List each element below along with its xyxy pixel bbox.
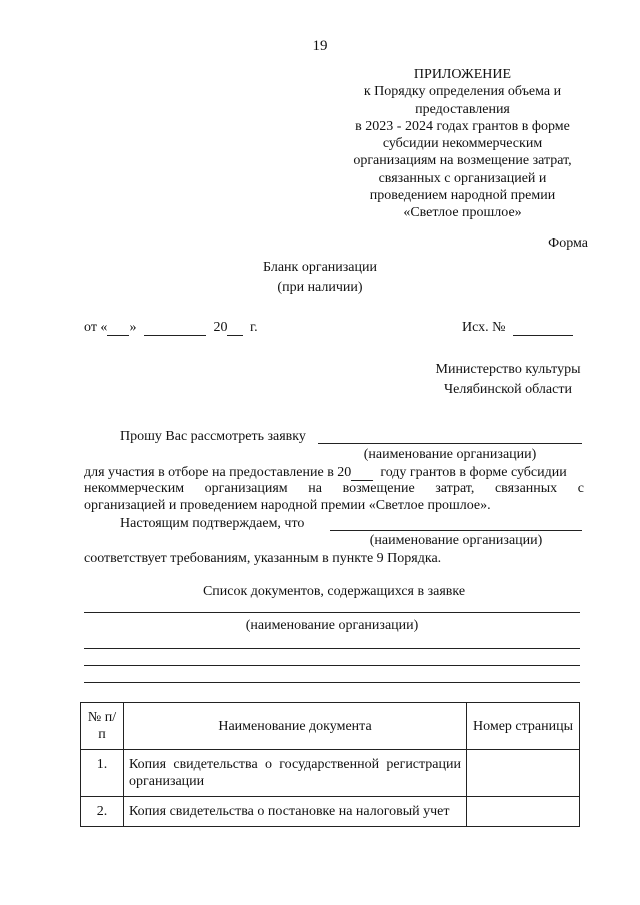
outgoing-number bbox=[462, 318, 573, 336]
recipient bbox=[420, 360, 596, 400]
recipient-line: Министерство культуры bbox=[435, 362, 581, 377]
appendix-line: к Порядку определения объема и bbox=[363, 84, 562, 100]
letterhead-note: (при наличии) bbox=[277, 280, 363, 295]
date-quote-close: » bbox=[129, 320, 137, 335]
org-name-blank bbox=[330, 530, 582, 531]
appendix-line: ПРИЛОЖЕНИЕ bbox=[413, 67, 512, 82]
org-caption: (наименование организации) bbox=[363, 447, 537, 462]
outgoing-blank bbox=[513, 318, 573, 336]
col-header-page: Номер страницы bbox=[467, 703, 580, 750]
appendix-line: субсидии некоммерческим bbox=[382, 136, 543, 152]
appendix-line: предоставления bbox=[415, 101, 510, 117]
appendix-line: проведением народной премии bbox=[369, 188, 556, 204]
blank-line bbox=[84, 665, 580, 666]
blank-line bbox=[84, 682, 580, 683]
request-line: некоммерческим организациям на возмещение затрат, связанных с bbox=[84, 481, 584, 496]
date-field bbox=[84, 318, 258, 336]
cell-name: Копия свидетельства о постановке на налоговый учет bbox=[124, 797, 467, 827]
table-row bbox=[81, 797, 580, 827]
cell-name: Копия свидетельства о государственной регистрации организации bbox=[124, 750, 467, 797]
month-blank bbox=[144, 318, 206, 336]
cell-page bbox=[467, 750, 580, 797]
day-blank bbox=[107, 318, 129, 336]
cell-num: 1. bbox=[81, 750, 124, 797]
appendix-line: связанных с организацией и bbox=[378, 170, 547, 186]
appendix-header bbox=[335, 66, 590, 222]
request-line: для участия в отборе на предоставление в 20 году грантов в форме субсидии bbox=[84, 465, 567, 480]
org-caption: (наименование организации) bbox=[369, 533, 543, 548]
table-header-row bbox=[81, 703, 580, 750]
year-blank bbox=[227, 318, 243, 336]
letterhead-line: Бланк организации bbox=[262, 260, 377, 275]
org-name-blank bbox=[318, 443, 582, 444]
letterhead-placeholder bbox=[0, 258, 640, 298]
recipient-line: Челябинской области bbox=[444, 382, 572, 397]
org-caption: (наименование организации) bbox=[245, 618, 419, 633]
date-prefix: от « bbox=[84, 320, 108, 335]
appendix-line: организациям на возмещение затрат, bbox=[353, 153, 572, 169]
year-blank bbox=[351, 463, 373, 481]
blank-line bbox=[84, 648, 580, 649]
appendix-line: «Светлое прошлое» bbox=[403, 205, 522, 221]
col-header-name: Наименование документа bbox=[124, 703, 467, 750]
form-label: Форма bbox=[548, 236, 588, 251]
confirm-intro: Настоящим подтверждаем, что bbox=[120, 516, 305, 531]
documents-table bbox=[80, 702, 580, 827]
outgoing-label: Исх. № bbox=[462, 320, 506, 335]
year-prefix: 20 bbox=[213, 320, 228, 335]
col-header-num: № п/п bbox=[81, 703, 124, 750]
year-suffix: г. bbox=[249, 320, 258, 335]
table-row bbox=[81, 750, 580, 797]
request-line: организацией и проведением народной премии «Светлое прошлое». bbox=[84, 498, 491, 513]
page-number: 19 bbox=[312, 38, 328, 54]
cell-num: 2. bbox=[81, 797, 124, 827]
doc-list-title: Список документов, содержащихся в заявке bbox=[202, 584, 466, 599]
org-name-blank bbox=[84, 612, 580, 613]
confirm-text: соответствует требованиям, указанным в пункте 9 Порядка. bbox=[84, 551, 442, 566]
request-intro: Прошу Вас рассмотреть заявку bbox=[120, 429, 306, 444]
cell-page bbox=[467, 797, 580, 827]
appendix-line: в 2023 - 2024 годах грантов в форме bbox=[355, 118, 570, 134]
